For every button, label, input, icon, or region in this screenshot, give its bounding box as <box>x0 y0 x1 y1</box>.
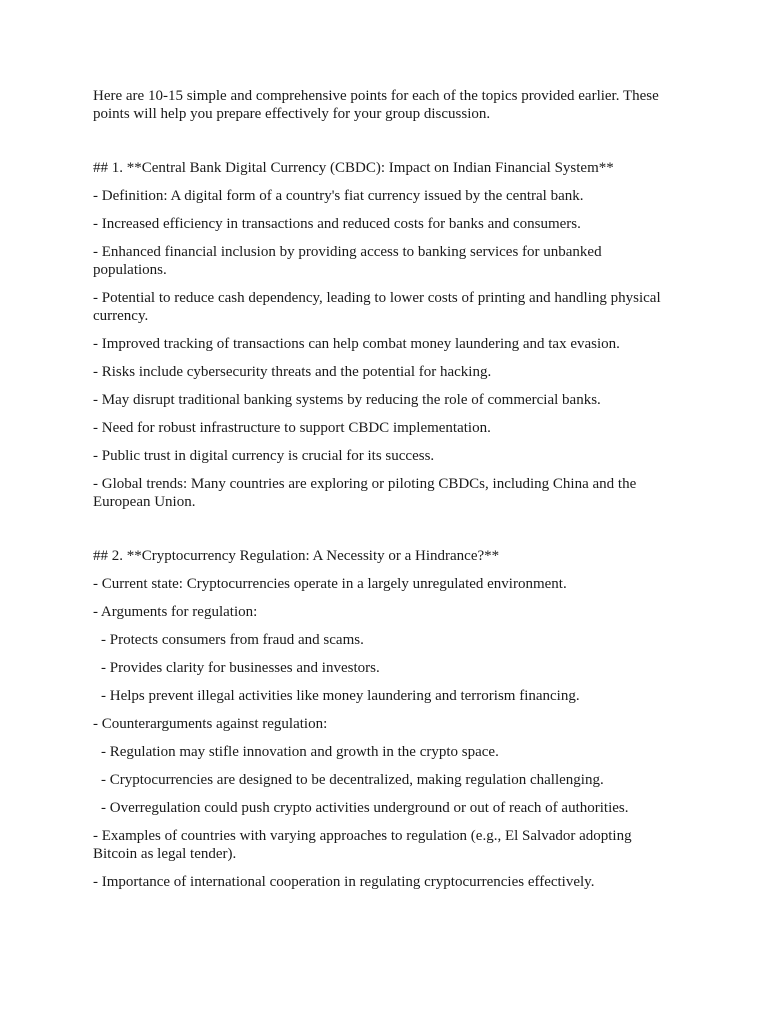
document-page <box>93 87 673 901</box>
intro-paragraph: Here are 10-15 simple and comprehensive points for each of the topics provided earlier. These points will help you prepare effectively for your group discussion. <box>93 88 659 122</box>
list-subitem: - Overregulation could push crypto activities underground or out of reach of authorities. <box>101 800 629 816</box>
list-subitem: - Regulation may stifle innovation and growth in the crypto space. <box>101 744 499 760</box>
list-subitem: - Provides clarity for businesses and investors. <box>101 660 380 676</box>
list-item: - Counterarguments against regulation: <box>93 716 328 732</box>
list-item: - Arguments for regulation: <box>93 604 258 620</box>
list-item: - Increased efficiency in transactions and reduced costs for banks and consumers. <box>93 216 581 232</box>
list-item: - Public trust in digital currency is crucial for its success. <box>93 448 435 464</box>
section-2-heading: ## 2. **Cryptocurrency Regulation: A Necessity or a Hindrance?** <box>93 548 500 564</box>
list-item: - Risks include cybersecurity threats and the potential for hacking. <box>93 364 492 380</box>
list-subitem: - Helps prevent illegal activities like money laundering and terrorism financing. <box>101 688 580 704</box>
list-subitem: - Cryptocurrencies are designed to be decentralized, making regulation challenging. <box>101 772 604 788</box>
section-1-heading: ## 1. **Central Bank Digital Currency (CBDC): Impact on Indian Financial System** <box>93 160 614 176</box>
list-item: - Enhanced financial inclusion by providing access to banking services for unbanked populations. <box>93 244 602 278</box>
list-item: - Definition: A digital form of a country's fiat currency issued by the central bank. <box>93 188 584 204</box>
list-item: - Importance of international cooperation in regulating cryptocurrencies effectively. <box>93 874 595 890</box>
list-subitem: - Protects consumers from fraud and scams. <box>101 632 364 648</box>
list-item: - Potential to reduce cash dependency, leading to lower costs of printing and handling physical currency. <box>93 290 661 324</box>
list-item: - May disrupt traditional banking systems by reducing the role of commercial banks. <box>93 392 601 408</box>
list-item: - Current state: Cryptocurrencies operate in a largely unregulated environment. <box>93 576 567 592</box>
list-item: - Examples of countries with varying approaches to regulation (e.g., El Salvador adopting Bitcoin as legal tender). <box>93 828 632 862</box>
list-item: - Global trends: Many countries are exploring or piloting CBDCs, including China and the European Union. <box>93 476 637 510</box>
list-item: - Need for robust infrastructure to support CBDC implementation. <box>93 420 491 436</box>
list-item: - Improved tracking of transactions can help combat money laundering and tax evasion. <box>93 336 620 352</box>
